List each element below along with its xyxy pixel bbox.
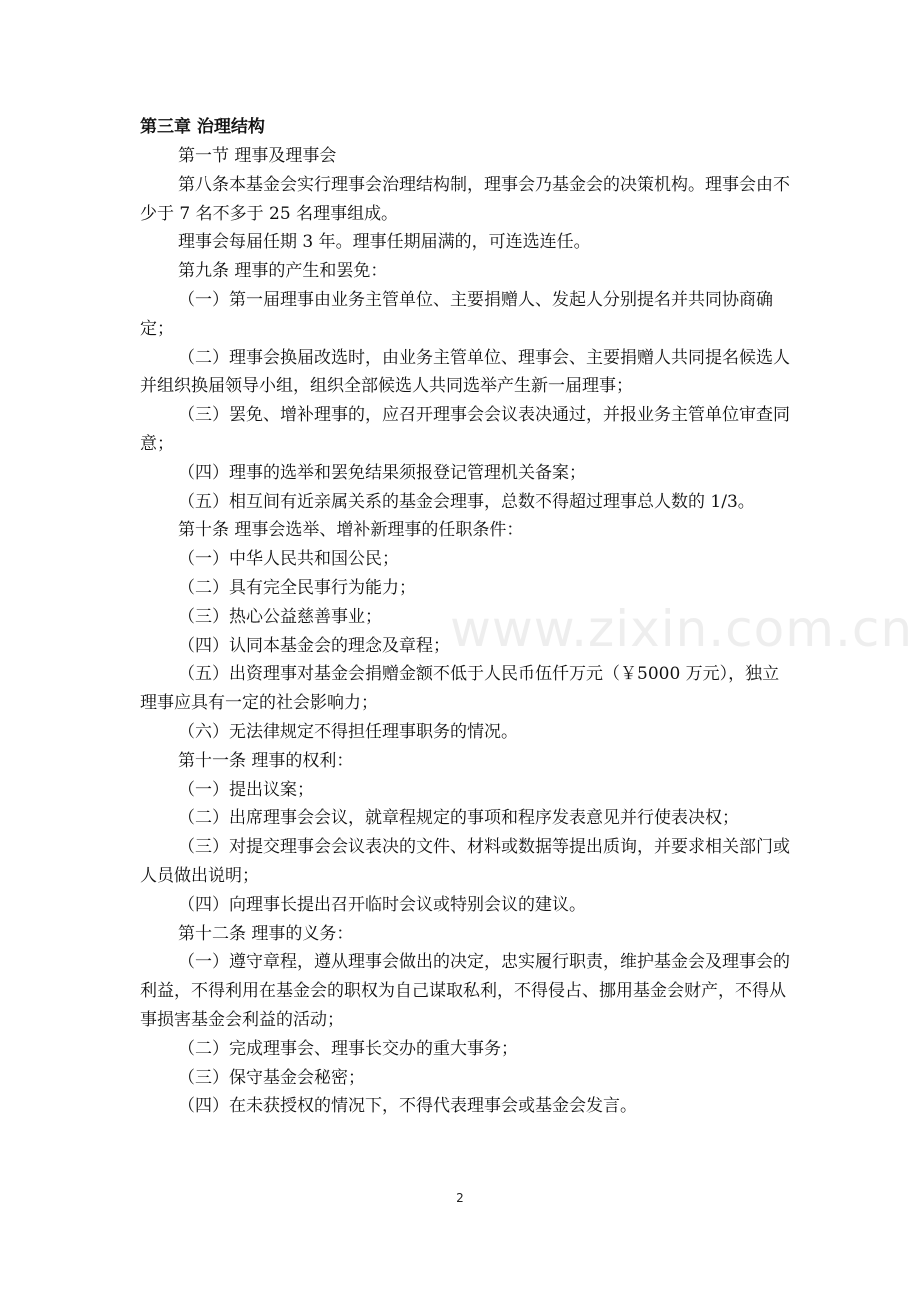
paragraph: （一）中华人民共和国公民； — [178, 549, 399, 570]
paragraph: （一）第一届理事由业务主管单位、主要捐赠人、发起人分别提名并共同协商确定； — [140, 289, 773, 339]
watermark: www.zixin.com.cn — [450, 600, 914, 658]
paragraph-list — [140, 142, 790, 1121]
paragraph: 第十一条 理事的权利： — [178, 750, 354, 771]
paragraph: （四）在未获授权的情况下，不得代表理事会或基金会发言。 — [178, 1096, 637, 1117]
page-number: 2 — [456, 1191, 464, 1205]
paragraph: （六）无法律规定不得担任理事职务的情况。 — [178, 721, 518, 742]
paragraph: （二）完成理事会、理事长交办的重大事务； — [178, 1038, 518, 1059]
paragraph: 第九条 理事的产生和罢免： — [178, 261, 388, 282]
paragraph: （二）出席理事会会议，就章程规定的事项和程序发表意见并行使表决权； — [178, 808, 739, 829]
paragraph: （五）出资理事对基金会捐赠金额不低于人民币伍仟万元（￥5000 万元），独立理事应具有一定的社会影响力； — [140, 664, 780, 714]
paragraph: （三）保守基金会秘密； — [178, 1067, 365, 1088]
paragraph: 理事会每届任期 3 年。理事任期届满的，可连选连任。 — [178, 232, 591, 253]
page-content — [140, 112, 790, 1121]
paragraph: （二）具有完全民事行为能力； — [178, 577, 416, 598]
paragraph: 第十二条 理事的义务： — [178, 923, 354, 944]
paragraph: （四）向理事长提出召开临时会议或特别会议的建议。 — [178, 894, 586, 915]
paragraph: （一）提出议案； — [178, 779, 314, 800]
paragraph: （四）理事的选举和罢免结果须报登记管理机关备案； — [178, 462, 586, 483]
paragraph: 第十条 理事会选举、增补新理事的任职条件： — [178, 520, 524, 541]
paragraph: （一）遵守章程，遵从理事会做出的决定，忠实履行职责，维护基金会及理事会的利益，不得利用在基金会的职权为自己谋取私利，不得侵占、挪用基金会财产，不得从事损害基金会利益的活动； — [140, 952, 790, 1030]
paragraph: （五）相互间有近亲属关系的基金会理事，总数不得超过理事总人数的 1/3。 — [178, 491, 755, 512]
paragraph: （三）热心公益慈善事业； — [178, 606, 382, 627]
chapter-heading: 第三章 治理结构 — [140, 117, 265, 137]
paragraph: （四）认同本基金会的理念及章程； — [178, 635, 450, 656]
paragraph: （三）对提交理事会会议表决的文件、材料或数据等提出质询，并要求相关部门或人员做出说明； — [140, 837, 790, 886]
paragraph: 第一节 理事及理事会 — [178, 146, 337, 166]
paragraph: （二）理事会换届改选时，由业务主管单位、理事会、主要捐赠人共同提名候选人并组织换届领导小组，组织全部候选人共同选举产生新一届理事； — [140, 347, 790, 397]
paragraph: 第八条本基金会实行理事会治理结构制，理事会乃基金会的决策机构。理事会由不少于 7 名不多于 25 名理事组成。 — [140, 174, 790, 224]
paragraph: （三）罢免、增补理事的，应召开理事会会议表决通过，并报业务主管单位审查同意； — [140, 405, 790, 454]
